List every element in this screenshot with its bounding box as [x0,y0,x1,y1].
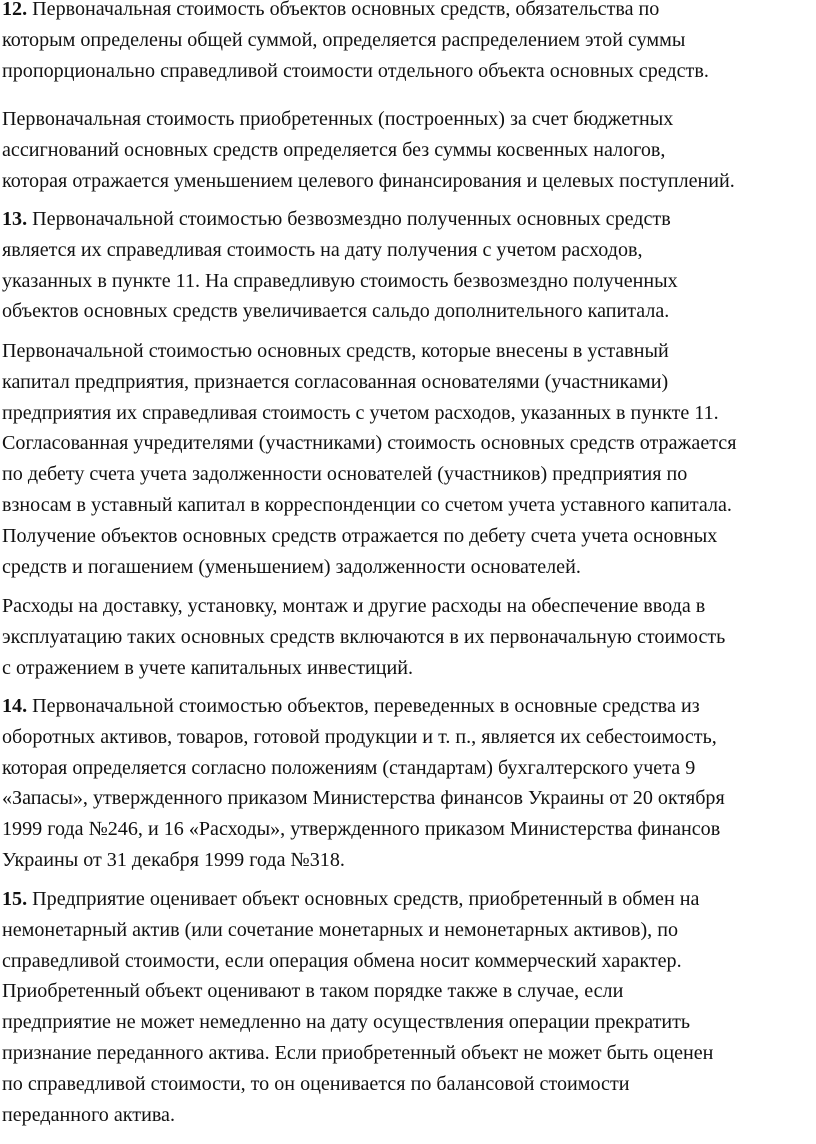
paragraph-line: предприятия их справедливая стоимость с учетом расходов, указанных в пункте 11. [2,401,719,424]
paragraph-line: Расходы на доставку, установку, монтаж и другие расходы на обеспечение ввода в [2,595,706,617]
paragraph-line: ассигнований основных средств определяется без суммы косвенных налогов, [2,138,666,161]
paragraph-line: Получение объектов основных средств отражается по дебету счета учета основных [2,524,718,547]
paragraph-line: 15. Предприятие оценивает объект основных средств, приобретенный в обмен на [2,888,700,910]
paragraph-line: предприятие не может немедленно на дату осуществления операции прекратить [2,1011,691,1034]
paragraph-line: которая определяется согласно положениям (стандартам) бухгалтерского учета 9 [2,756,696,779]
paragraph-line: которым определены общей суммой, определяется распределением этой суммы [2,28,686,51]
paragraph-line: 14. Первоначальной стоимостью объектов, переведенных в основные средства из [2,695,700,717]
paragraph-line: является их справедливая стоимость на дату получения с учетом расходов, [2,238,643,261]
paragraph-line: указанных в пункте 11. На справедливую стоимость безвозмездно полученных [2,269,678,292]
paragraph-line: капитал предприятия, признается согласованная основателями (участниками) [2,370,669,393]
paragraph-line: средств и погашением (уменьшением) задолженности основателей. [2,555,581,578]
paragraph-line: с отражением в учете капитальных инвестиций. [2,656,414,679]
paragraph-line: Первоначальной стоимостью основных средств, которые внесены в уставный [2,340,669,362]
paragraph-12 [2,0,709,86]
paragraph-line: переданного актива. [2,1103,175,1126]
paragraph-line: Согласованная учредителями (участниками) стоимость основных средств отражается [2,432,737,455]
paragraph-line: немонетарный актив (или сочетание монетарных и немонетарных активов), по [2,918,679,941]
paragraph-budget-assets [2,104,735,196]
clause-number: 12. [2,0,28,20]
paragraph-line: справедливой стоимости, если операция обмена носит коммерческий характер. [2,949,682,972]
paragraph-line: признание переданного актива. Если приобретенный объект не может быть оценен [2,1041,714,1064]
paragraph-line: по справедливой стоимости, то он оценивается по балансовой стоимости [2,1072,630,1095]
paragraph-14 [2,691,725,876]
paragraph-line: 13. Первоначальной стоимостью безвозмездно полученных основных средств [2,208,671,230]
paragraph-line: оборотных активов, товаров, готовой продукции и т. п., является их себестоимость, [2,725,717,748]
paragraph-line: «Запасы», утвержденного приказом Министерства финансов Украины от 20 октября [2,787,725,810]
paragraph-delivery-costs [2,591,725,683]
paragraph-line: Первоначальная стоимость приобретенных (построенных) за счет бюджетных [2,108,674,130]
paragraph-line: взносам в уставный капитал в корреспонденции со счетом учета уставного капитала. [2,493,732,516]
paragraph-line: которая отражается уменьшением целевого финансирования и целевых поступлений. [2,169,735,192]
clause-number: 13. [2,208,28,230]
clause-number: 15. [2,888,28,910]
clause-number: 14. [2,695,28,717]
paragraph-charter-capital [2,336,736,582]
paragraph-line: Украины от 31 декабря 1999 года №318. [2,848,345,871]
paragraph-line: эксплуатацию таких основных средств включаются в их первоначальную стоимость [2,625,726,648]
paragraph-line: объектов основных средств увеличивается сальдо дополнительного капитала. [2,300,670,323]
paragraph-line: Приобретенный объект оценивают в таком порядке также в случае, если [2,980,624,1003]
paragraph-line: 12. Первоначальная стоимость объектов основных средств, обязательства по [2,0,660,20]
paragraph-line: пропорционально справедливой стоимости отдельного объекта основных средств. [2,59,709,82]
paragraph-line: по дебету счета учета задолженности основателей (участников) предприятия по [2,463,688,486]
paragraph-13 [2,204,678,327]
paragraph-line: 1999 года №246, и 16 «Расходы», утвержденного приказом Министерства финансов [2,818,721,841]
paragraph-15 [2,884,713,1130]
